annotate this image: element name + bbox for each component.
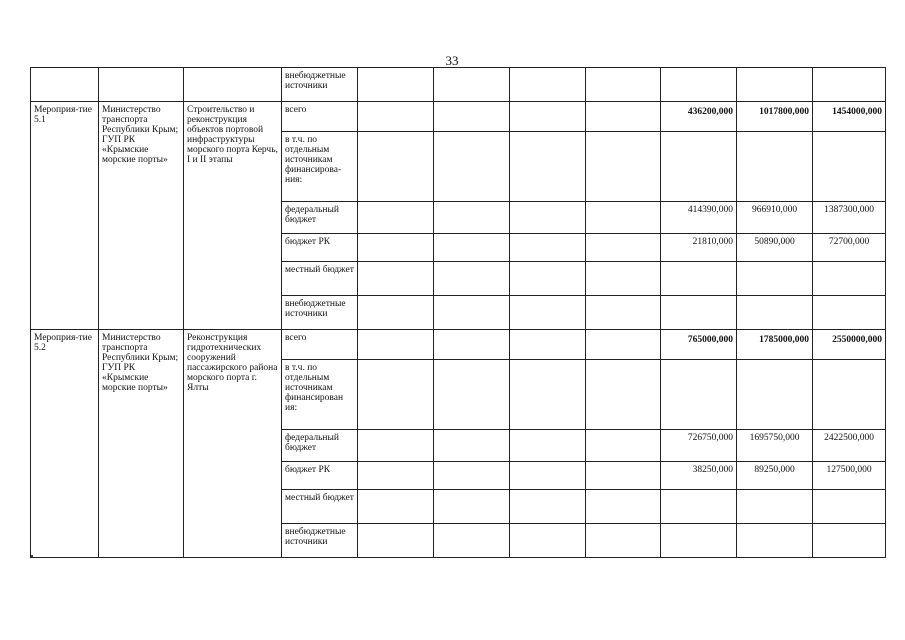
empty-cell [434,430,510,462]
value-cell-v2: 89250,000 [737,462,813,490]
measure-label: Мероприя-тие 5.1 [31,102,99,330]
funding-source: федеральный бюджет [282,202,358,234]
empty-cell [510,234,586,262]
value-cell-v3 [813,360,886,430]
value-cell-v1 [661,132,737,202]
empty-cell [586,102,661,132]
table-row [31,330,886,360]
value-cell-v3: 1454000,000 [813,102,886,132]
executor-cell: Министерство транспорта Республики Крым; ГУП РК «Крымские морские порты» [99,330,184,558]
value-cell-v3 [813,490,886,524]
funding-source: внебюджетные источники [282,524,358,558]
page-number: 33 [445,53,459,68]
empty-cell [586,262,661,296]
empty-cell [510,360,586,430]
funding-table [30,67,886,558]
value-cell-v1: 38250,000 [661,462,737,490]
empty-cell [434,68,510,102]
value-cell-v1 [661,490,737,524]
value-cell-v3: 127500,000 [813,462,886,490]
empty-cell [434,360,510,430]
funding-source: всего [282,102,358,132]
empty-cell [358,360,434,430]
funding-source: местный бюджет [282,490,358,524]
executor-cell: Министерство транспорта Республики Крым; ГУП РК «Крымские морские порты» [99,102,184,330]
measure-label: Мероприя-тие 5.2 [31,330,99,558]
value-cell-v2: 1695750,000 [737,430,813,462]
empty-cell [586,330,661,360]
empty-cell [358,430,434,462]
empty-cell [434,296,510,330]
value-cell-v2 [737,360,813,430]
table-row [31,102,886,132]
source-cell: внебюджетные источники [282,68,358,102]
empty-cell [510,490,586,524]
empty-cell [586,296,661,330]
empty-cell [358,524,434,558]
empty-cell [358,462,434,490]
empty-cell [358,102,434,132]
value-cell-v2 [737,490,813,524]
empty-cell [434,462,510,490]
empty-cell [586,360,661,430]
funding-source: бюджет РК [282,234,358,262]
funding-source: местный бюджет [282,262,358,296]
value-cell-v2: 1017800,000 [737,102,813,132]
empty-cell [510,132,586,202]
value-cell-v2 [737,296,813,330]
value-cell-v2: 1785000,000 [737,330,813,360]
funding-source: бюджет РК [282,462,358,490]
description-cell [184,68,282,102]
executor-cell [99,68,184,102]
empty-cell [358,296,434,330]
empty-cell [510,524,586,558]
measure-cell [31,68,99,102]
table-row [31,68,886,102]
value-cell-v1 [661,524,737,558]
empty-cell [586,430,661,462]
empty-cell [510,202,586,234]
empty-cell [510,462,586,490]
empty-cell [434,202,510,234]
empty-cell [510,330,586,360]
empty-cell [358,330,434,360]
empty-cell [510,296,586,330]
description-cell: Строительство и реконструкция объектов портовой инфраструктуры морского порта Керчь, I и II этапы [184,102,282,330]
value-cell-v2: 966910,000 [737,202,813,234]
value-cell-v1 [661,360,737,430]
empty-cell [510,68,586,102]
empty-cell [434,330,510,360]
funding-source: в т.ч. по отдельным источникам финансирован ия: [282,360,358,430]
value-cell-v2: 50890,000 [737,234,813,262]
empty-cell [586,202,661,234]
value-cell-v3: 1387300,000 [813,202,886,234]
value-cell-v3 [813,262,886,296]
value-cell-v2 [737,132,813,202]
value-cell-v3 [813,524,886,558]
value-cell-v3 [813,132,886,202]
value-cell-v1: 436200,000 [661,102,737,132]
value-cell-v3 [813,296,886,330]
value-cell-v2 [737,262,813,296]
funding-source: всего [282,330,358,360]
value-cell-v3: 2550000,000 [813,330,886,360]
empty-cell [434,234,510,262]
empty-cell [510,262,586,296]
empty-cell [358,234,434,262]
value-cell-v1: 765000,000 [661,330,737,360]
empty-cell [358,490,434,524]
funding-source: в т.ч. по отдельным источникам финансирова-ния: [282,132,358,202]
value-cell [737,68,813,102]
empty-cell [434,490,510,524]
description-cell: Реконструкция гидротехнических сооружений пассажирского района морского порта г. Ялты [184,330,282,558]
value-cell-v2 [737,524,813,558]
value-cell-v3: 2422500,000 [813,430,886,462]
table-body [31,68,886,558]
empty-cell [434,262,510,296]
empty-cell [358,262,434,296]
empty-cell [358,68,434,102]
empty-cell [586,132,661,202]
value-cell-v1: 414390,000 [661,202,737,234]
value-cell [661,68,737,102]
value-cell-v3: 72700,000 [813,234,886,262]
value-cell-v1 [661,262,737,296]
empty-cell [586,524,661,558]
empty-cell [510,430,586,462]
value-cell-v1: 21810,000 [661,234,737,262]
funding-source: федеральный бюджет [282,430,358,462]
empty-cell [434,102,510,132]
empty-cell [586,490,661,524]
value-cell-v1: 726750,000 [661,430,737,462]
empty-cell [586,68,661,102]
empty-cell [358,202,434,234]
funding-source: внебюджетные источники [282,296,358,330]
scan-mark [31,555,33,557]
empty-cell [586,462,661,490]
value-cell-v1 [661,296,737,330]
empty-cell [434,524,510,558]
value-cell [813,68,886,102]
empty-cell [510,102,586,132]
empty-cell [434,132,510,202]
empty-cell [586,234,661,262]
empty-cell [358,132,434,202]
